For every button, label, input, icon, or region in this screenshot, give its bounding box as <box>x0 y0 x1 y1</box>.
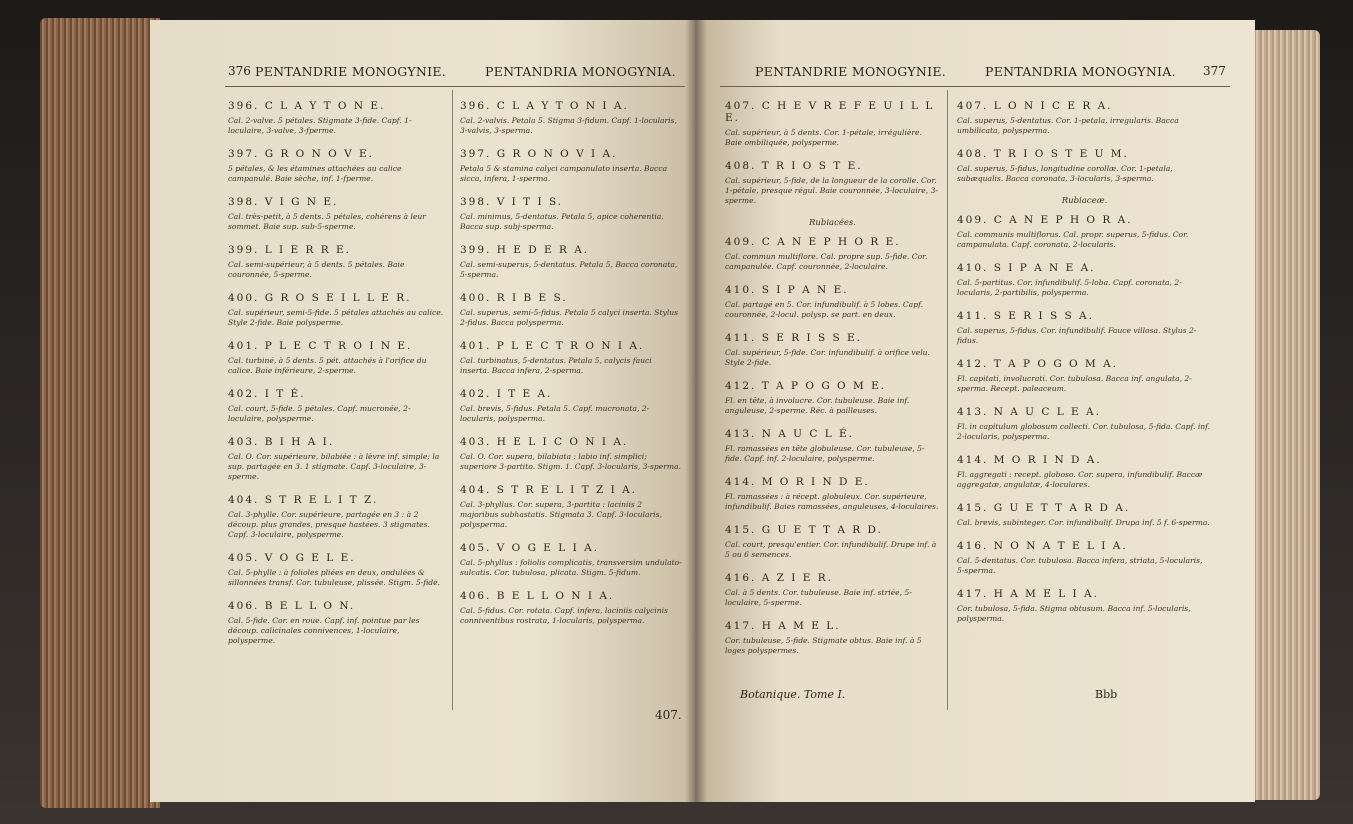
genus-entry <box>228 340 446 376</box>
genus-description: Cal. supérieur, à 5 dents. Cor. 1-pétale, irrégulière. Baie ombiliquée, polysperme. <box>725 128 922 147</box>
genus-entry <box>460 148 682 184</box>
genus-heading: 408. T R I O S T E U M. <box>957 148 1129 160</box>
genus-description: Cal. 5-fidus. Cor. rotata. Capf. infera, laciniis calycinis conniventibus rostrata, 1-locularis, polysperma. <box>460 606 668 625</box>
genus-entry <box>228 244 446 280</box>
genus-entry <box>460 388 682 424</box>
genus-heading: 398. V I T I S. <box>460 196 564 208</box>
genus-description: Cal. 3-phyllus. Cor. supera, 3-partita : laciniis 2 majoribus subhastatis. Stigmata 3. Capf. 3-locularis, polysperma. <box>460 500 662 529</box>
genus-description: Cal. turbiné, à 5 dents. 5 pét. attachés à l'orifice du calice. Baie inférieure, 2-sperme. <box>228 356 427 375</box>
genus-entry <box>957 100 1212 136</box>
genus-entry <box>725 620 940 656</box>
genus-heading: 404. S T R E L I T Z. <box>228 494 379 506</box>
genus-description: Cal. superus, 5-fidus, longitudine corollæ. Cor. 1-petala, subæqualis. Bacca coronata, 3-locularis, 3-sperma. <box>957 164 1173 183</box>
genus-entry <box>228 148 446 184</box>
genus-heading: 407. L O N I C E R A. <box>957 100 1113 112</box>
genus-heading: 404. S T R E L I T Z I A. <box>460 484 638 496</box>
genus-entry <box>228 436 446 482</box>
genus-heading: 410. S I P A N E A. <box>957 262 1096 274</box>
left-page <box>150 20 695 802</box>
genus-heading: 411. S E R I S S A. <box>957 310 1094 322</box>
genus-entry <box>460 244 682 280</box>
genus-description: Cal. 5-fide. Cor. en roue. Capf. inf. pointue par les découp. calicinales connivences, 1-loculaire, polysperme. <box>228 616 420 645</box>
genus-entry <box>725 100 940 148</box>
genus-description: Cal. superus, semi-5-fidus. Petala 5 calyci inserta. Stylus 2-fidus. Bacca polysperma. <box>460 308 679 327</box>
genus-entry <box>957 406 1212 442</box>
column-french-right <box>725 100 940 668</box>
family-subheading: Rubiacées. <box>809 218 856 228</box>
genus-heading: 401. P L E C T R O N I A. <box>460 340 645 352</box>
genus-heading: 414. M O R I N D A. <box>957 454 1102 466</box>
genus-heading: 409. C A N E P H O R E. <box>725 236 901 248</box>
genus-heading: 412. T A P O G O M A. <box>957 358 1119 370</box>
column-latin-right <box>957 100 1212 636</box>
genus-entry <box>460 590 682 626</box>
genus-entry <box>957 214 1212 250</box>
genus-description: Fl. aggregati : recept. globoso. Cor. supera, infundibulif. Baccæ aggregatæ, angulatæ, 4-loculares. <box>957 470 1203 489</box>
genus-heading: 407. C H E V R E F E U I L L E. <box>725 100 935 124</box>
genus-heading: 408. T R I O S T E. <box>725 160 863 172</box>
genus-heading: 406. B E L L O N. <box>228 600 356 612</box>
right-page <box>695 20 1255 802</box>
page-number-left: 376 <box>228 64 251 78</box>
genus-entry <box>725 332 940 368</box>
genus-description: Cal. 3-phylle. Cor. supérieure, partagée en 3 : à 2 découp. plus grandes, presque hastées. 3 stigmates. Capf. 3-loculaire, polysperme. <box>228 510 430 539</box>
genus-entry <box>460 340 682 376</box>
genus-entry <box>725 572 940 608</box>
genus-heading: 398. V I G N E. <box>228 196 339 208</box>
genus-description: Cal. court, presqu'entier. Cor. infundibulif. Drupe inf. à 5 ou 6 semences. <box>725 540 937 559</box>
genus-description: Fl. ramassées en tête globuleuse. Cor. tubuleuse, 5-fide. Capf. inf. 2-loculaire, polysperme. <box>725 444 925 463</box>
genus-heading: 412. T A P O G O M E. <box>725 380 887 392</box>
genus-description: Cal. court, 5-fide. 5 pétales. Capf. mucronée, 2-loculaire, polysperme. <box>228 404 411 423</box>
genus-entry <box>957 358 1212 394</box>
genus-entry <box>460 100 682 136</box>
genus-description: Cal. brevis, 5-fidus. Petala 5. Capf. mucronata, 2-locularis, polysperma. <box>460 404 650 423</box>
running-head-fr-left: PENTANDRIE MONOGYNIE. <box>255 64 447 79</box>
signature-mark: Bbb <box>1095 688 1118 701</box>
genus-description: Fl. en tête, à involucre. Cor. tubuleuse. Baie inf. anguleuse, 2-sperme. Réc. à pailleuses. <box>725 396 910 415</box>
page-number-right: 377 <box>1203 64 1226 78</box>
genus-heading: 406. B E L L O N I A. <box>460 590 615 602</box>
genus-entry <box>725 524 940 560</box>
genus-entry <box>228 196 446 232</box>
genus-description: Cal. O. Cor. supera, bilabiata : labio inf. simplici; superiore 3-partito. Stigm. 1. Capf. 3-locularis, 3-sperma. <box>460 452 682 471</box>
genus-heading: 403. H E L I C O N I A. <box>460 436 629 448</box>
genus-description: Cor. tubuleuse, 5-fide. Stigmate obtus. Baie inf. à 5 loges polyspermes. <box>725 636 922 655</box>
genus-description: Cal. O. Cor. supérieure, bilabiée : à lèvre inf. simple; la sup. partagée en 3. 1 stigmate. Capf. 3-loculaire, 3-sperme. <box>228 452 440 481</box>
column-divider-right <box>947 90 948 710</box>
genus-description: Cal. semi-supérieur, à 5 dents. 5 pétales. Baie couronnée, 5-sperme. <box>228 260 405 279</box>
genus-description: Cal. 5-phylle : à folioles pliées en deux, ondulées & sillonnées transf. Cor. tubuleuse, plissée. Stigm. 5-fide. <box>228 568 441 587</box>
page-footer: Botanique. Tome I. <box>740 688 846 701</box>
genus-heading: 417. H A M E L I A. <box>957 588 1099 600</box>
genus-description: Cal. superus, 5-dentatus. Cor. 1-petala, irregularis. Bacca umbilicata, polysperma. <box>957 116 1179 135</box>
genus-entry <box>725 284 940 320</box>
genus-entry <box>460 292 682 328</box>
family-subheading: Rubiaceæ. <box>1061 196 1108 206</box>
running-head-la-right: PENTANDRIA MONOGYNIA. <box>985 64 1176 79</box>
continuation-number: 407. <box>655 708 682 722</box>
genus-description: Cor. tubulosa, 5-fida. Stigma obtusum. Bacca inf. 5-locularis, polysperma. <box>957 604 1191 623</box>
genus-heading: 399. L I E R R E. <box>228 244 352 256</box>
genus-entry <box>957 310 1212 346</box>
genus-heading: 414. M O R I N D E. <box>725 476 870 488</box>
genus-heading: 399. H E D E R A. <box>460 244 590 256</box>
genus-entry <box>228 100 446 136</box>
genus-heading: 400. R I B E S. <box>460 292 568 304</box>
genus-description: Cal. supérieur, 5-fide. Cor. infundibulif. à orifice velu. Style 2-fide. <box>725 348 930 367</box>
genus-heading: 397. G R O N O V E. <box>228 148 375 160</box>
genus-heading: 415. G U E T T A R D A. <box>957 502 1131 514</box>
genus-description: Fl. ramassées : à récept. globuleux. Cor. supérieure, infundibulif. Baies ramassées, anguleuses, 4-loculaires. <box>725 492 939 511</box>
genus-entry <box>957 454 1212 490</box>
genus-heading: 403. B I H A I. <box>228 436 335 448</box>
column-latin-left <box>460 100 682 638</box>
genus-description: Cal. superus, 5-fidus. Cor. infundibulif. Fauce villosa. Stylus 2-fidus. <box>957 326 1197 345</box>
genus-description: Cal. communis multiflorus. Cal. propr. superus, 5-fidus. Cor. campanulata. Capf. coronata, 2-locularis. <box>957 230 1189 249</box>
genus-description: Cal. partagé en 5. Cor. infundibulif. à 5 lobes. Capf. couronnée, 2-locul. polysp. se part. en deux. <box>725 300 924 319</box>
genus-description: Cal. 2-valvis. Petala 5. Stigma 3-fidum. Capf. 1-locularis, 3-valvis, 3-sperma. <box>460 116 677 135</box>
genus-heading: 396. C L A Y T O N E. <box>228 100 386 112</box>
genus-description: Fl. capitati, involucrati. Cor. tubulosa. Bacca inf. angulata, 2-sperma. Recept. paleaceum. <box>957 374 1192 393</box>
genus-heading: 405. V O G E L I A. <box>460 542 600 554</box>
genus-description: Cal. brevis, subinteger. Cor. infundibulif. Drupa inf. 5 f. 6-sperma. <box>957 518 1210 527</box>
genus-description: 5 pétales, & les étamines attachées au calice campanulé. Baie sèche, inf. 1-fperme. <box>228 164 402 183</box>
left-page-edges <box>40 18 160 808</box>
genus-heading: 410. S I P A N E. <box>725 284 849 296</box>
column-french-left <box>228 100 446 658</box>
genus-description: Cal. 5-partitus. Cor. infundibulif. 5-loba. Capf. coronata, 2-locularis, 2-partibilis, polysperma. <box>957 278 1182 297</box>
genus-entry <box>725 428 940 464</box>
running-head-la-left: PENTANDRIA MONOGYNIA. <box>485 64 676 79</box>
genus-entry <box>725 160 940 206</box>
genus-entry <box>957 502 1212 528</box>
genus-description: Cal. commun multiflore. Cal. propre sup. 5-fide. Cor. campanulée. Capf. couronnée, 2-loculaire. <box>725 252 928 271</box>
genus-heading: 402. I T E A. <box>460 388 553 400</box>
genus-heading: 411. S E R I S S E. <box>725 332 863 344</box>
genus-heading: 401. P L E C T R O I N E. <box>228 340 413 352</box>
running-head-fr-right: PENTANDRIE MONOGYNIE. <box>755 64 947 79</box>
genus-description: Cal. 5-dentatus. Cor. tubulosa. Bacca infera, striata, 5-locularis, 5-sperma. <box>957 556 1203 575</box>
genus-heading: 417. H A M E L. <box>725 620 841 632</box>
genus-heading: 405. V O G E L E. <box>228 552 356 564</box>
genus-description: Cal. supérieur, semi-5-fide. 5 pétales attachés au calice. Style 2-fide. Baie polysperme. <box>228 308 444 327</box>
genus-description: Cal. très-petit, à 5 dents. 5 pétales, cohérens à leur sommet. Baie sup. sub-5-sperme. <box>228 212 426 231</box>
genus-heading: 400. G R O S E I L L E R. <box>228 292 412 304</box>
book-gutter <box>685 20 707 802</box>
genus-entry <box>460 436 682 472</box>
genus-entry <box>228 494 446 540</box>
genus-heading: 416. A Z I E R. <box>725 572 834 584</box>
genus-heading: 413. N A U C L E A. <box>957 406 1101 418</box>
genus-entry <box>228 292 446 328</box>
genus-entry <box>725 236 940 272</box>
genus-entry <box>228 552 446 588</box>
genus-heading: 396. C L A Y T O N I A. <box>460 100 629 112</box>
genus-entry <box>957 148 1212 184</box>
genus-heading: 402. I T É. <box>228 388 306 400</box>
genus-entry <box>725 476 940 512</box>
genus-description: Cal. 2-valve. 5 pétales. Stigmate 3-fide. Capf. 1-loculaire, 3-valve, 3-fperme. <box>228 116 412 135</box>
genus-entry <box>228 388 446 424</box>
genus-entry <box>228 600 446 646</box>
genus-heading: 415. G U E T T A R D. <box>725 524 883 536</box>
genus-heading: 413. N A U C L É. <box>725 428 855 440</box>
genus-description: Cal. minimus, 5-dentatus. Petala 5, apice coherentia. Bacca sup. subj-sperma. <box>460 212 664 231</box>
genus-entry <box>460 542 682 578</box>
column-divider-left <box>452 90 453 710</box>
genus-description: Cal. turbinatus, 5-dentatus. Petala 5, calycis fauci inserta. Bacca infera, 2-sperma. <box>460 356 652 375</box>
genus-entry <box>957 262 1212 298</box>
genus-entry <box>957 540 1212 576</box>
genus-description: Cal. supérieur, 5-fide, de la longueur de la corolle. Cor. 1-pétale, presque régul. Baie couronnée, 3-loculaire, 3-sperme. <box>725 176 938 205</box>
genus-description: Petala 5 & stamina calyci campanulato inserta. Bacca sicca, infera, 1-sperma. <box>460 164 668 183</box>
header-rule-right <box>720 86 1230 87</box>
genus-description: Cal. 5-phyllus : foliolis complicatis, transversim undulato-sulcatis. Cor. tubulosa, plicata. Stigm. 5-fidum. <box>460 558 682 577</box>
genus-description: Cal. à 5 dents. Cor. tubuleuse. Baie inf. striée, 5-loculaire, 5-sperme. <box>725 588 912 607</box>
genus-heading: 397. G R O N O V I A. <box>460 148 618 160</box>
header-rule-left <box>225 86 685 87</box>
genus-entry <box>460 484 682 530</box>
genus-heading: 416. N O N A T E L I A. <box>957 540 1128 552</box>
genus-description: Fl. in capitulum globosum collecti. Cor. tubulosa, 5-fida. Capf. inf. 2-locularis, polysperma. <box>957 422 1211 441</box>
genus-entry <box>725 380 940 416</box>
genus-description: Cal. semi-superus, 5-dentatus. Petala 5, Bacca coronata, 5-sperma. <box>460 260 678 279</box>
genus-entry <box>460 196 682 232</box>
genus-entry <box>957 588 1212 624</box>
genus-heading: 409. C A N E P H O R A. <box>957 214 1133 226</box>
